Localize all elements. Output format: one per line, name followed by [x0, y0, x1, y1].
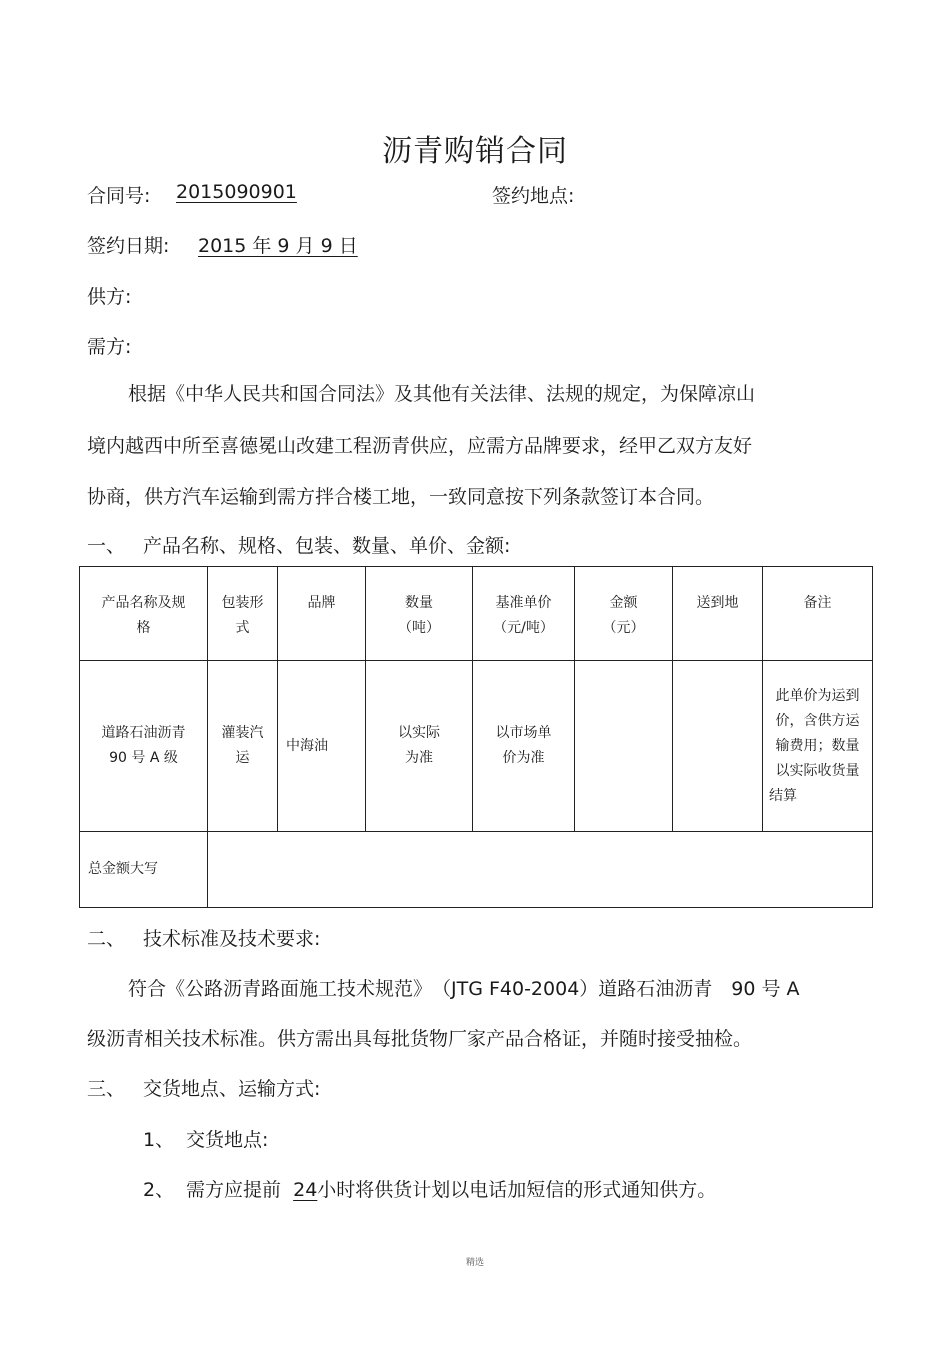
- header-destination: 送到地: [673, 567, 763, 661]
- intro-line-1: 根据《中华人民共和国合同法》及其他有关法律、法规的规定，为保障凉山: [128, 383, 756, 405]
- header-amount: 金额 （元）: [575, 567, 673, 661]
- section2-title: 技术标准及技术要求:: [143, 928, 321, 950]
- total-row: [80, 832, 873, 908]
- item2-before: 需方应提前: [186, 1179, 282, 1201]
- total-value: [208, 832, 873, 908]
- section1-title: 产品名称、规格、包装、数量、单价、金额:: [143, 535, 511, 557]
- intro-line-3: 协商，供方汽车运输到需方拌合楼工地，一致同意按下列条款签订本合同。: [87, 486, 715, 508]
- table-row: [80, 661, 873, 832]
- cell-brand: 中海油: [278, 661, 366, 832]
- section1-number: 一、: [87, 535, 126, 557]
- sign-date-label: 签约日期:: [87, 235, 170, 257]
- header-remark: 备注: [763, 567, 873, 661]
- document-title: 沥青购销合同: [382, 134, 568, 169]
- sign-place-label: 签约地点:: [492, 185, 575, 207]
- tech-line-2: 级沥青相关技术标准。供方需出具每批货物厂家产品合格证，并随时接受抽检。: [87, 1028, 753, 1050]
- buyer-label: 需方:: [87, 336, 132, 358]
- header-unit-price: 基准单价 （元/吨）: [473, 567, 575, 661]
- goods-table: [79, 566, 873, 908]
- cell-quantity: 以实际 为准: [366, 661, 473, 832]
- header-product: 产品名称及规 格: [80, 567, 208, 661]
- cell-amount: [575, 661, 673, 832]
- header-quantity: 数量 （吨）: [366, 567, 473, 661]
- cell-remark: 此单价为运到价，含供方运输费用；数量以实际收货量结算: [763, 661, 873, 832]
- contract-no: 2015090901: [176, 181, 297, 203]
- total-label: 总金额大写: [80, 832, 208, 908]
- tech-line-1: 符合《公路沥青路面施工技术规范》 （JTG F40-2004）道路石油沥青 90 号 A: [128, 978, 800, 1000]
- page-footer: 精选: [465, 1258, 484, 1268]
- intro-line-2: 境内越西中所至喜德冕山改建工程沥青供应，应需方品牌要求，经甲乙双方友好: [87, 435, 753, 457]
- table-header-row: [80, 567, 873, 661]
- section3-title: 交货地点、运输方式:: [143, 1078, 321, 1100]
- item2-after: 小时将供货计划以电话加短信的形式通知供方。: [317, 1179, 717, 1201]
- cell-destination: [673, 661, 763, 832]
- cell-product: 道路石油沥青 90 号 A 级: [80, 661, 208, 832]
- cell-unit-price: 以市场单 价为准: [473, 661, 575, 832]
- item2-hours: 24: [293, 1179, 318, 1201]
- contract-no-label: 合同号:: [87, 185, 151, 207]
- item1-text: 交货地点:: [186, 1129, 269, 1151]
- section3-number: 三、: [87, 1078, 126, 1100]
- supplier-label: 供方:: [87, 286, 132, 308]
- header-brand: 品牌: [278, 567, 366, 661]
- sign-date: 2015 年 9 月 9 日: [198, 235, 358, 257]
- section2-number: 二、: [87, 928, 126, 950]
- item2-number: 2、: [143, 1179, 175, 1201]
- item1-number: 1、: [143, 1129, 175, 1151]
- cell-packaging: 灌装汽 运: [208, 661, 278, 832]
- header-packaging: 包装形 式: [208, 567, 278, 661]
- item2-text: [186, 1175, 716, 1202]
